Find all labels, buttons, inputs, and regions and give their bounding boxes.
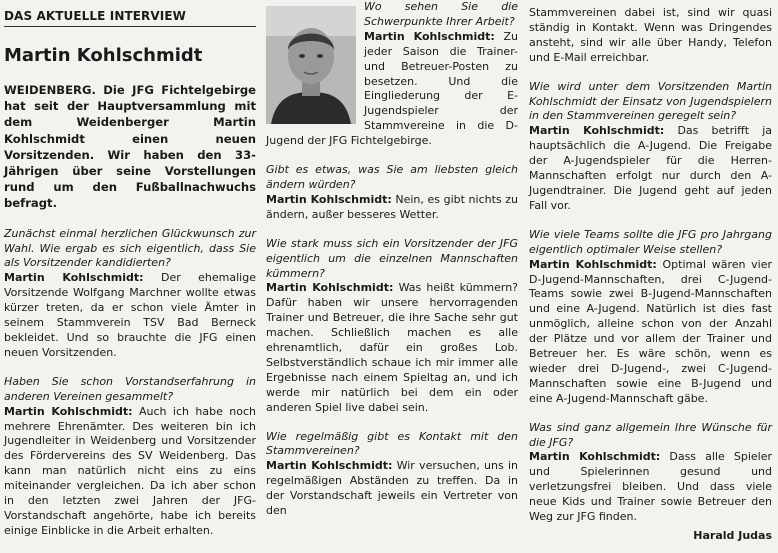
lead-paragraph <box>4 82 256 212</box>
answer-6-part-1 <box>266 459 518 519</box>
answer-8 <box>529 258 772 407</box>
answer-text: Das betrifft ja hauptsächlich die A-Jugend. Die Freigabe der A-Jugendspieler für die Herren-Mannschaften erfolgt nur durch den A-Jugendtrainer. Die Jugend geht auf jeden Fall vor. <box>529 124 773 212</box>
question-5: Wie stark muss sich ein Vorsitzender der JFG eigentlich um die einzelnen Mannschaften kümmern? <box>266 236 518 280</box>
answer-text: Auch ich habe noch mehrere Ehrenämter. Des weiteren bin ich Jugendleiter in Weidenberg und Vorsitzender des Fördervereins des SV Weidenberg. Das kann man natürlich nicht eins zu eins miteinander vergleichen. Da ich aber schon in den letzten zwei Jahren der JFG-Vorstandschaft angehörte, habe ich bereits einige Einblicke in die Arbeit erhalten. <box>4 404 257 537</box>
speaker-label: Martin Kohlschmidt: <box>4 271 144 285</box>
lead-place: WEIDENBERG. <box>4 83 96 97</box>
column-3 <box>529 0 772 542</box>
answer-2 <box>4 405 256 539</box>
answer-1 <box>4 271 256 360</box>
question-3: Wo sehen Sie die Schwerpunkte Ihrer Arbeit? <box>364 0 518 28</box>
question-4: Gibt es etwas, was Sie am liebsten gleich ändern würden? <box>266 163 518 191</box>
answer-text: Was heißt kümmern? Dafür haben wir unsere hervorragenden Trainer und Betreuer, die ihre Sache sehr gut machen. Schließlich machen es alle ehrenamtlich, dafür ein großes Lob. Selbstverständlich schaue ich mir immer alle Ergebnisse nach einem Spieltag an, und ich werde mir natürlich bei dem ein oder anderen Spiel live dabei sein. <box>266 281 519 414</box>
answer-9 <box>529 450 772 525</box>
portrait-illustration <box>266 6 356 124</box>
question-7: Wie wird unter dem Vorsitzenden Martin Kohlschmidt der Einsatz von Jugendspielern in den Stammvereinen geregelt sein? <box>529 79 772 123</box>
answer-4 <box>266 193 518 223</box>
answer-text: Dass alle Spieler und Spielerinnen gesund und verletzungsfrei bleiben. Und dass viele neue Kids und Trainer sowie Betreuer den Weg zur JFG finden. <box>529 450 772 524</box>
question-2: Haben Sie schon Vorstandserfahrung in anderen Vereinen gesammelt? <box>4 374 256 403</box>
column-1 <box>4 0 256 553</box>
answer-6-part-2: Stammvereinen dabei ist, sind wir quasi ständig in Kontakt. Wenn was Dringendes ansteht, sind wir alle über Handy, Telefon und E-Mail erreichbar. <box>529 6 772 64</box>
question-1: Zunächst einmal herzlichen Glückwunsch zur Wahl. Wie ergab es sich eigentlich, dass Sie als Vorsitzender kandidierten? <box>4 226 256 270</box>
speaker-label: Martin Kohlschmidt: <box>266 281 394 295</box>
answer-text: Zu jeder Saison die Trainer- und Betreuer-Posten zu besetzen. Und die Eingliederung der E-Jugendspieler der Stammvereine in die D-Jugend der JFG Fichtelgebirge. <box>266 29 518 148</box>
answer-7 <box>529 124 772 213</box>
portrait-photo <box>266 6 356 124</box>
lead-text: Die JFG Fichtelgebirge hat seit der Hauptversammlung mit dem Weidenberger Martin Kohlschmidt einen neuen Vorsitzenden. Wir haben den 33-Jährigen über seine Vorstellungen rund um den Fußballnachwuchs befragt. <box>4 83 256 211</box>
speaker-label: Martin Kohlschmidt: <box>364 29 495 43</box>
speaker-label: Martin Kohlschmidt: <box>529 124 665 138</box>
kicker: DAS AKTUELLE INTERVIEW <box>4 0 256 27</box>
question-8: Wie viele Teams sollte die JFG pro Jahrgang eigentlich optimaler Weise stellen? <box>529 227 772 256</box>
speaker-label: Martin Kohlschmidt: <box>529 450 661 464</box>
speaker-label: Martin Kohlschmidt: <box>266 192 392 206</box>
answer-text: Wir versuchen, uns in regelmäßigen Abständen zu treffen. Da in der Vorstandschaft jeweils ein Vertreter von den <box>266 459 518 518</box>
answer-text: Optimal wären vier D-Jugend-Mannschaften, drei C-Jugend-Teams sowie zwei B-Jugend-Mannschaften und eine A-Jugend. Natürlich ist dies fast unmöglich, alleine schon von der Anzahl der Plätze und vor allem der Trainer und Betreuer her. Es wäre schön, wenn es wieder drei D-Jugend-, zwei C-Jugend-Mannschaften sowie eine B-Jugend und eine A-Jugend-Mannschaft gäbe. <box>529 257 773 405</box>
question-6: Wie regelmäßig gibt es Kontakt mit den Stammvereinen? <box>266 429 518 458</box>
answer-5 <box>266 281 518 415</box>
speaker-label: Martin Kohlschmidt: <box>266 459 393 473</box>
question-9: Was sind ganz allgemein Ihre Wünsche für die JFG? <box>529 420 772 449</box>
answer-text: Nein, es gibt nichts zu ändern, außer besseres Wetter. <box>266 192 518 221</box>
speaker-label: Martin Kohlschmidt: <box>4 404 133 418</box>
author-byline: Harald Judas <box>693 529 772 542</box>
column-2 <box>266 0 518 519</box>
speaker-label: Martin Kohlschmidt: <box>529 257 657 271</box>
answer-text: Der ehemalige Vorsitzende Wolfgang Marchner wollte etwas kürzer treten, da er schon viele Ämter in seinem Stammverein TSV Bad Berneck bekleidet. Und so brauchte die JFG einen neuen Vorsitzenden. <box>4 271 256 359</box>
headline: Martin Kohlschmidt <box>4 45 203 66</box>
